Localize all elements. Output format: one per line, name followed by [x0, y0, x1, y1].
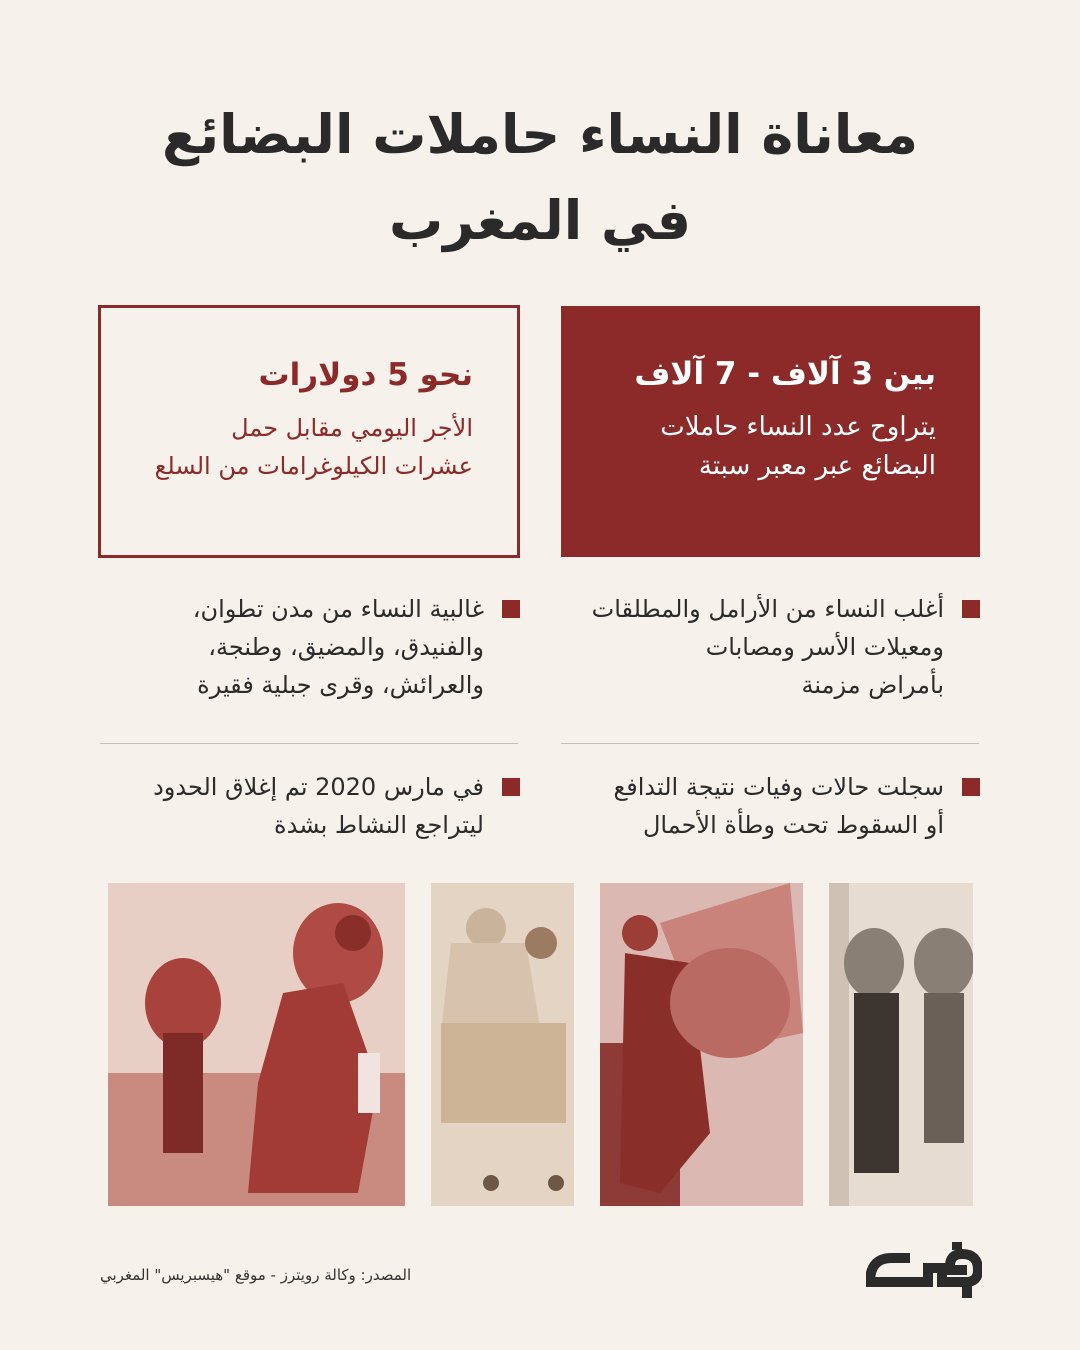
stat-box-title: نحو 5 دولارات: [258, 357, 473, 393]
divider: [561, 743, 979, 744]
stat-box-text-line: عشرات الكيلوغرامات من السلع: [154, 452, 473, 480]
stat-box-text: [591, 408, 936, 486]
brand-logo: [866, 1240, 982, 1300]
bullet-square-icon: [962, 600, 980, 618]
stat-box-text: [131, 409, 473, 485]
fact-line: بأمراض مزمنة: [801, 671, 944, 699]
title-line-1: معاناة النساء حاملات البضائع: [161, 103, 919, 166]
photo-women-carrying-bundles: [108, 883, 405, 1206]
bullet-square-icon: [502, 778, 520, 796]
photo-woman-with-large-bundle: [600, 883, 803, 1206]
fact-border-closure: [95, 768, 520, 844]
stat-box-daily-wage: [98, 305, 520, 558]
title-line-2: في المغرب: [388, 189, 692, 252]
photo-women-from-behind: [829, 883, 973, 1206]
source-credit: المصدر: وكالة رويترز - موقع "هيسبريس" المغربي: [100, 1266, 412, 1284]
fact-line: أو السقوط تحت وطأة الأحمال: [642, 811, 944, 839]
stat-box-title: بين 3 آلاف - 7 آلاف: [634, 356, 936, 392]
divider: [100, 743, 518, 744]
stat-box-text-line: الأجر اليومي مقابل حمل: [231, 414, 473, 442]
photo-women-with-carts: [431, 883, 574, 1206]
stat-box-text-line: يتراوح عدد النساء حاملات: [660, 412, 936, 442]
fact-line: أغلب النساء من الأرامل والمطلقات: [591, 595, 944, 623]
bullet-square-icon: [962, 778, 980, 796]
page-title: [0, 92, 1080, 264]
bullet-square-icon: [502, 600, 520, 618]
fact-deaths: [555, 768, 980, 844]
stat-box-women-count: [561, 306, 980, 557]
fact-line: ومعيلات الأسر ومصابات: [705, 633, 944, 661]
fact-line: في مارس 2020 تم إغلاق الحدود: [153, 773, 484, 801]
fact-line: ليتراجع النشاط بشدة: [274, 811, 484, 839]
fact-line: والعرائش، وقرى جبلية فقيرة: [197, 671, 484, 699]
fact-line: غالبية النساء من مدن تطوان،: [192, 595, 484, 623]
fact-cities: [95, 590, 520, 704]
fact-line: والفنيدق، والمضيق، وطنجة،: [208, 633, 484, 661]
logo-icon: [866, 1240, 982, 1300]
stat-box-text-line: البضائع عبر معبر سبتة: [698, 451, 936, 481]
fact-widows: [555, 590, 980, 704]
fact-line: سجلت حالات وفيات نتيجة التدافع: [613, 773, 944, 801]
